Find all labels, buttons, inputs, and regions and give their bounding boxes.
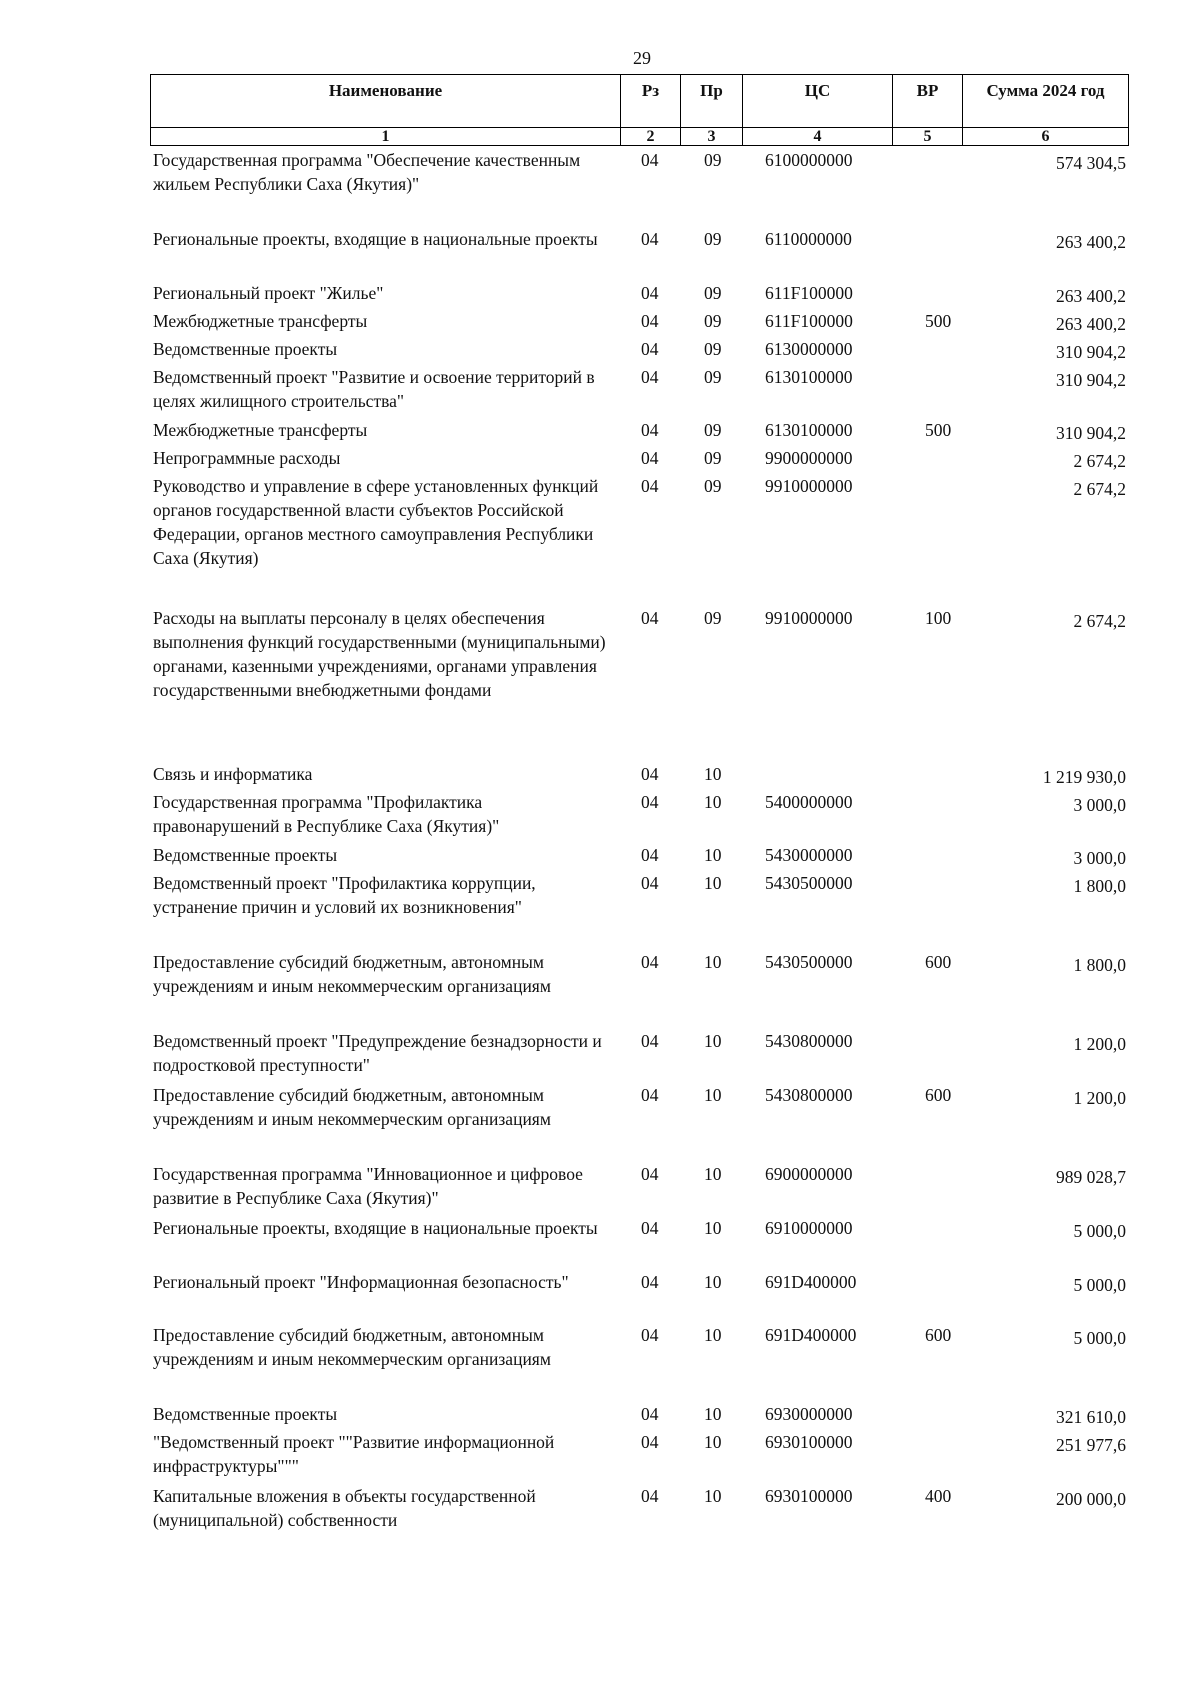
- header-num-5: 5: [893, 128, 963, 146]
- row-sum: 321 610,0: [1056, 1407, 1126, 1427]
- row-rz: 04: [641, 448, 659, 468]
- row-name: Региональные проекты, входящие в национальные проекты: [153, 1218, 598, 1238]
- row-rz: 04: [641, 1031, 659, 1051]
- row-pr: 10: [704, 1164, 722, 1184]
- row-rz: 04: [641, 150, 659, 170]
- row-rz: 04: [641, 1218, 659, 1238]
- header-num-1: 1: [151, 128, 621, 146]
- row-sum: 5 000,0: [1073, 1275, 1126, 1295]
- row-cs: 6930100000: [765, 1486, 853, 1506]
- row-rz: 04: [641, 1164, 659, 1184]
- row-name: Предоставление субсидий бюджетным, автономным учреждениям и иным некоммерческим организациям: [153, 1085, 551, 1129]
- row-pr: 10: [704, 1031, 722, 1051]
- row-rz: 04: [641, 311, 659, 331]
- row-sum: 310 904,2: [1056, 370, 1126, 390]
- header-num-3: 3: [681, 128, 743, 146]
- row-rz: 04: [641, 1085, 659, 1105]
- row-sum: 3 000,0: [1073, 848, 1126, 868]
- row-cs: 6110000000: [765, 229, 852, 249]
- row-vr: 500: [925, 311, 952, 331]
- row-rz: 04: [641, 792, 659, 812]
- header-rz: Рз: [621, 75, 681, 128]
- header-cs: ЦС: [743, 75, 893, 128]
- row-pr: 09: [704, 311, 722, 331]
- row-name: Ведомственные проекты: [153, 1404, 338, 1424]
- row-sum: 263 400,2: [1056, 232, 1126, 252]
- row-cs: 6930000000: [765, 1404, 853, 1424]
- row-name: Связь и информатика: [153, 764, 313, 784]
- row-rz: 04: [641, 1272, 659, 1292]
- row-rz: 04: [641, 476, 659, 496]
- row-name: Ведомственный проект "Профилактика коррупции, устранение причин и условий их возникновения": [153, 873, 536, 917]
- row-pr: 09: [704, 420, 722, 440]
- row-name: Ведомственные проекты: [153, 845, 338, 865]
- table-header: [150, 74, 1129, 146]
- row-name: Межбюджетные трансферты: [153, 311, 368, 331]
- row-pr: 10: [704, 845, 722, 865]
- row-cs: 6130000000: [765, 339, 853, 359]
- row-name: Государственная программа "Обеспечение качественным жильем Республики Саха (Якутия)": [153, 150, 581, 194]
- row-pr: 09: [704, 448, 722, 468]
- row-sum: 2 674,2: [1073, 451, 1126, 471]
- row-cs: 5400000000: [765, 792, 853, 812]
- row-vr: 400: [925, 1486, 952, 1506]
- row-rz: 04: [641, 764, 659, 784]
- row-cs: 5430800000: [765, 1085, 853, 1105]
- row-cs: 9910000000: [765, 476, 853, 496]
- header-name: Наименование: [151, 75, 621, 128]
- row-rz: 04: [641, 845, 659, 865]
- row-pr: 10: [704, 1272, 722, 1292]
- row-rz: 04: [641, 873, 659, 893]
- row-sum: 263 400,2: [1056, 314, 1126, 334]
- row-vr: 500: [925, 420, 952, 440]
- row-sum: 1 200,0: [1073, 1088, 1126, 1108]
- row-sum: 1 200,0: [1073, 1034, 1126, 1054]
- row-name: Межбюджетные трансферты: [153, 420, 368, 440]
- row-sum: 2 674,2: [1073, 611, 1126, 631]
- row-vr: 100: [925, 608, 952, 628]
- row-name: Региональные проекты, входящие в национальные проекты: [153, 229, 598, 249]
- row-pr: 10: [704, 764, 722, 784]
- row-pr: 10: [704, 792, 722, 812]
- row-cs: 6130100000: [765, 367, 853, 387]
- row-cs: 691D400000: [765, 1325, 857, 1345]
- row-sum: 1 800,0: [1073, 876, 1126, 896]
- row-name: Руководство и управление в сфере установленных функций органов государственной власти субъектов Российской Федерации, органов местного самоуправления Республики Саха (Якутия): [153, 476, 599, 568]
- row-rz: 04: [641, 229, 659, 249]
- row-name: Расходы на выплаты персоналу в целях обеспечения выполнения функций государственными (муниципальными) органами, казенными учреждениями, органами управления государственными внебюджетными фондами: [153, 608, 606, 700]
- row-cs: 5430500000: [765, 952, 853, 972]
- header-sum: Сумма 2024 год: [963, 75, 1129, 128]
- row-cs: 9900000000: [765, 448, 853, 468]
- row-rz: 04: [641, 283, 659, 303]
- row-sum: 263 400,2: [1056, 286, 1126, 306]
- row-name: Ведомственные проекты: [153, 339, 338, 359]
- row-cs: 6100000000: [765, 150, 853, 170]
- row-sum: 5 000,0: [1073, 1328, 1126, 1348]
- row-pr: 09: [704, 367, 722, 387]
- header-num-4: 4: [743, 128, 893, 146]
- row-sum: 1 800,0: [1073, 955, 1126, 975]
- row-pr: 09: [704, 150, 722, 170]
- row-pr: 10: [704, 952, 722, 972]
- row-cs: 6130100000: [765, 420, 853, 440]
- row-rz: 04: [641, 608, 659, 628]
- row-pr: 10: [704, 1218, 722, 1238]
- row-sum: 574 304,5: [1056, 153, 1126, 173]
- header-pr: Пр: [681, 75, 743, 128]
- row-sum: 1 219 930,0: [1042, 767, 1126, 787]
- row-cs: 6930100000: [765, 1432, 853, 1452]
- row-vr: 600: [925, 952, 952, 972]
- row-cs: 611F100000: [765, 311, 853, 331]
- row-cs: 611F100000: [765, 283, 853, 303]
- row-rz: 04: [641, 952, 659, 972]
- row-name: Предоставление субсидий бюджетным, автономным учреждениям и иным некоммерческим организациям: [153, 952, 551, 996]
- row-pr: 10: [704, 1325, 722, 1345]
- row-name: Региональный проект "Жилье": [153, 283, 384, 303]
- row-pr: 09: [704, 476, 722, 496]
- row-sum: 3 000,0: [1073, 795, 1126, 815]
- header-vr: ВР: [893, 75, 963, 128]
- row-vr: 600: [925, 1325, 952, 1345]
- row-name: Ведомственный проект "Развитие и освоение территорий в целях жилищного строительства": [153, 367, 595, 411]
- row-cs: 5430500000: [765, 873, 853, 893]
- row-name: Ведомственный проект "Предупреждение безнадзорности и подростковой преступности": [153, 1031, 602, 1075]
- row-cs: 6910000000: [765, 1218, 853, 1238]
- row-name: Региональный проект "Информационная безопасность": [153, 1272, 569, 1292]
- row-rz: 04: [641, 1432, 659, 1452]
- row-pr: 09: [704, 608, 722, 628]
- row-sum: 310 904,2: [1056, 342, 1126, 362]
- header-num-2: 2: [621, 128, 681, 146]
- row-vr: 600: [925, 1085, 952, 1105]
- row-pr: 09: [704, 339, 722, 359]
- row-name: Государственная программа "Профилактика правонарушений в Республике Саха (Якутия)": [153, 792, 500, 836]
- row-rz: 04: [641, 1325, 659, 1345]
- row-pr: 10: [704, 1432, 722, 1452]
- row-rz: 04: [641, 367, 659, 387]
- row-pr: 09: [704, 229, 722, 249]
- row-name: Государственная программа "Инновационное и цифровое развитие в Республике Саха (Якутия)": [153, 1164, 583, 1208]
- row-cs: 9910000000: [765, 608, 853, 628]
- page-number: 29: [633, 48, 651, 68]
- row-cs: 6900000000: [765, 1164, 853, 1184]
- row-sum: 310 904,2: [1056, 423, 1126, 443]
- row-pr: 10: [704, 1404, 722, 1424]
- row-cs: 691D400000: [765, 1272, 857, 1292]
- row-pr: 10: [704, 1085, 722, 1105]
- row-cs: 5430000000: [765, 845, 853, 865]
- row-pr: 10: [704, 873, 722, 893]
- row-sum: 200 000,0: [1056, 1489, 1126, 1509]
- row-name: Предоставление субсидий бюджетным, автономным учреждениям и иным некоммерческим организациям: [153, 1325, 551, 1369]
- row-cs: 5430800000: [765, 1031, 853, 1051]
- row-pr: 10: [704, 1486, 722, 1506]
- row-name: "Ведомственный проект ""Развитие информационной инфраструктуры""": [153, 1432, 555, 1476]
- row-sum: 2 674,2: [1073, 479, 1126, 499]
- row-rz: 04: [641, 339, 659, 359]
- row-sum: 5 000,0: [1073, 1221, 1126, 1241]
- row-rz: 04: [641, 1404, 659, 1424]
- row-name: Капитальные вложения в объекты государственной (муниципальной) собственности: [153, 1486, 536, 1530]
- row-rz: 04: [641, 420, 659, 440]
- header-num-6: 6: [963, 128, 1129, 146]
- row-rz: 04: [641, 1486, 659, 1506]
- row-sum: 251 977,6: [1056, 1435, 1126, 1455]
- row-name: Непрограммные расходы: [153, 448, 341, 468]
- row-sum: 989 028,7: [1056, 1167, 1126, 1187]
- row-pr: 09: [704, 283, 722, 303]
